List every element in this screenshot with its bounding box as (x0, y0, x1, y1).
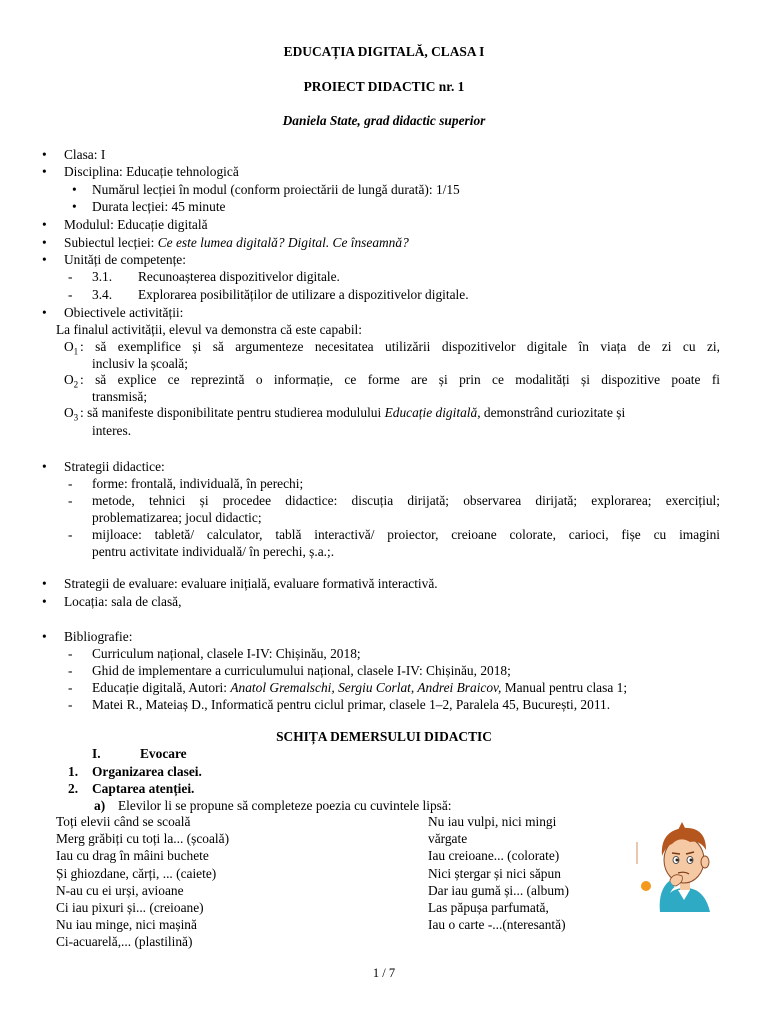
step-1-number: 1. (68, 764, 79, 779)
poem-line: Ci-acuarelă,... (plastilină) (56, 934, 193, 950)
subpoint-a-label: a) (94, 798, 106, 813)
obiectiv-o2-label: $O_2$ (64, 372, 79, 390)
thinking-boy-icon (634, 820, 726, 912)
strategii-dash: - (68, 476, 73, 491)
poem-line: Ci iau pixuri și... (creioane) (56, 900, 204, 916)
competenta-2-num: 3.4. (92, 287, 113, 302)
section-number: I. (92, 746, 101, 761)
obiectiv-o2-line1: : să explice ce reprezintă o informație, ce forme are și prin ce modalități și dispozitive poate fi (80, 372, 720, 387)
step-2-number: 2. (68, 781, 79, 796)
poem-line: Nu iau vulpi, nici mingi (428, 814, 557, 829)
bibliografie-item4: Matei R., Mateiaș D., Informatică pentru ciclul primar, clasele 1–2, Paralela 45, București, 2011. (92, 697, 611, 712)
poem-line: Merg grăbiți cu toți la... (școală) (56, 831, 230, 847)
thinking-boy-illustration (634, 820, 726, 912)
bibliografie-item1: Curriculum național, clasele I-IV: Chișinău, 2018; (92, 646, 361, 661)
competenta-dash: - (68, 287, 73, 302)
info-unitati: • Unități de competențe: (64, 252, 186, 268)
step-2-title: Captarea atenției. (92, 781, 195, 796)
poem-line: N-au cu ei urși, avioane (56, 882, 184, 898)
info-obiective: • Obiectivele activității: (64, 305, 183, 321)
bib-dash: - (68, 697, 73, 712)
subiect-label: Subiectul lecției: (64, 235, 158, 250)
document-author: Daniela State, grad didactic superior (282, 113, 486, 128)
competenta-1-num: 3.1. (92, 269, 113, 284)
subiect-value: Ce este lumea digitală? Digital. Ce înseamnă? (157, 235, 409, 250)
obiectiv-o1-line2: inclusiv la școală; (92, 356, 188, 371)
competenta-dash: - (68, 269, 73, 284)
bibliografie-heading: • Bibliografie: (64, 629, 132, 645)
obiectiv-o3-line2: interes. (92, 423, 132, 438)
obiectiv-o1-line1: : să exemplifice și să argumenteze necesitatea utilizării dispozitivelor digitale în viața de zi cu zi, (80, 339, 720, 354)
bib-dash: - (68, 680, 73, 695)
strategii-dash: - (68, 493, 73, 508)
poem-line: Nici ștergar și nici săpun (428, 865, 561, 881)
obiectiv-o1-label: $O_1$ (64, 339, 79, 357)
strategii-heading: • Strategii didactice: (64, 459, 165, 475)
poem-line: Iau o carte -...(nteresantă) (428, 917, 566, 933)
poem-line: vărgate (428, 831, 468, 847)
info-la-final: La finalul activității, elevul va demonstra că este capabil: (56, 322, 362, 337)
info-durata: • Durata lecției: 45 minute (92, 199, 226, 215)
page-number: 1 / 7 (372, 966, 396, 980)
info-modulul: • Modulul: Educație digitală (64, 217, 208, 233)
obiectiv-o2-line2: transmisă; (92, 389, 148, 404)
bibliografie-item2: Ghid de implementare a curriculumului național, clasele I-IV: Chișinău, 2018; (92, 663, 511, 678)
schita-heading: SCHIȚA DEMERSULUI DIDACTIC (276, 729, 492, 744)
obiectiv-o3-line1: : să manifeste disponibilitate pentru studierea modulului Educație digitală, demonstrând curiozitate și (80, 405, 626, 420)
obiectiv-o3-label: $O_3$ (64, 405, 79, 423)
locatia: • Locația: sala de clasă, (64, 594, 181, 610)
competenta-1-text: Recunoașterea dispozitivelor digitale. (138, 269, 340, 284)
step-1-title: Organizarea clasei. (92, 764, 202, 779)
document-subtitle: PROIECT DIDACTIC nr. 1 (303, 79, 465, 94)
poem-line: Las păpușa parfumată, (428, 900, 549, 916)
strategii-item2-line1: metode, tehnici și procedee didactice: discuția dirijată; observarea dirijată; explorarea; exercițiul; (92, 493, 720, 508)
subpoint-a-text: Elevilor li se propune să completeze poezia cu cuvintele lipsă: (118, 798, 452, 813)
strategii-item2-line2: problematizarea; jocul didactic; (92, 510, 262, 525)
info-disciplina: • Disciplina: Educație tehnologică (64, 164, 239, 180)
info-numarul: • Numărul lecției în modul (conform proiectării de lungă durată): 1/15 (92, 182, 460, 198)
strategii-item1: forme: frontală, individuală, în perechi; (92, 476, 304, 491)
poem-line: Toți elevii când se scoală (56, 814, 191, 829)
strategii-dash: - (68, 527, 73, 542)
poem-line: Nu iau minge, nici mașină (56, 917, 197, 933)
bib-dash: - (68, 646, 73, 661)
document-title: EDUCAȚIA DIGITALĂ, CLASA I (283, 44, 485, 59)
bib-dash: - (68, 663, 73, 678)
strategii-item3-line1: mijloace: tabletă/ calculator, tablă interactivă/ proiector, creioane colorate, carioci, fișe cu imagini (92, 527, 720, 542)
bibliografie-item3: Educație digitală, Autori: Anatol Gremalschi, Sergiu Corlat, Andrei Braicov, Manual pentru clasa 1; (92, 680, 628, 695)
strategii-item3-line2: pentru activitate individuală/ în perechi, ș.a.;. (92, 544, 335, 559)
poem-left-column (56, 813, 229, 951)
poem-line: Iau creioane... (colorate) (428, 848, 560, 864)
strategii-evaluare: • Strategii de evaluare: evaluare inițială, evaluare formativă interactivă. (64, 576, 438, 592)
poem-line: Iau cu drag în mâini buchete (56, 848, 209, 864)
poem-line: Dar iau gumă și... (album) (428, 882, 569, 898)
poem-line: Și ghiozdane, cărți, ... (caiete) (56, 865, 217, 881)
info-subiect (64, 235, 409, 251)
orange-dot-icon (641, 881, 651, 891)
section-title: Evocare (140, 746, 187, 761)
competenta-2-text: Explorarea posibilităților de utilizare a dispozitivelor digitale. (138, 287, 469, 302)
info-clasa: • Clasa: I (64, 147, 105, 163)
poem-right-column (428, 813, 569, 933)
